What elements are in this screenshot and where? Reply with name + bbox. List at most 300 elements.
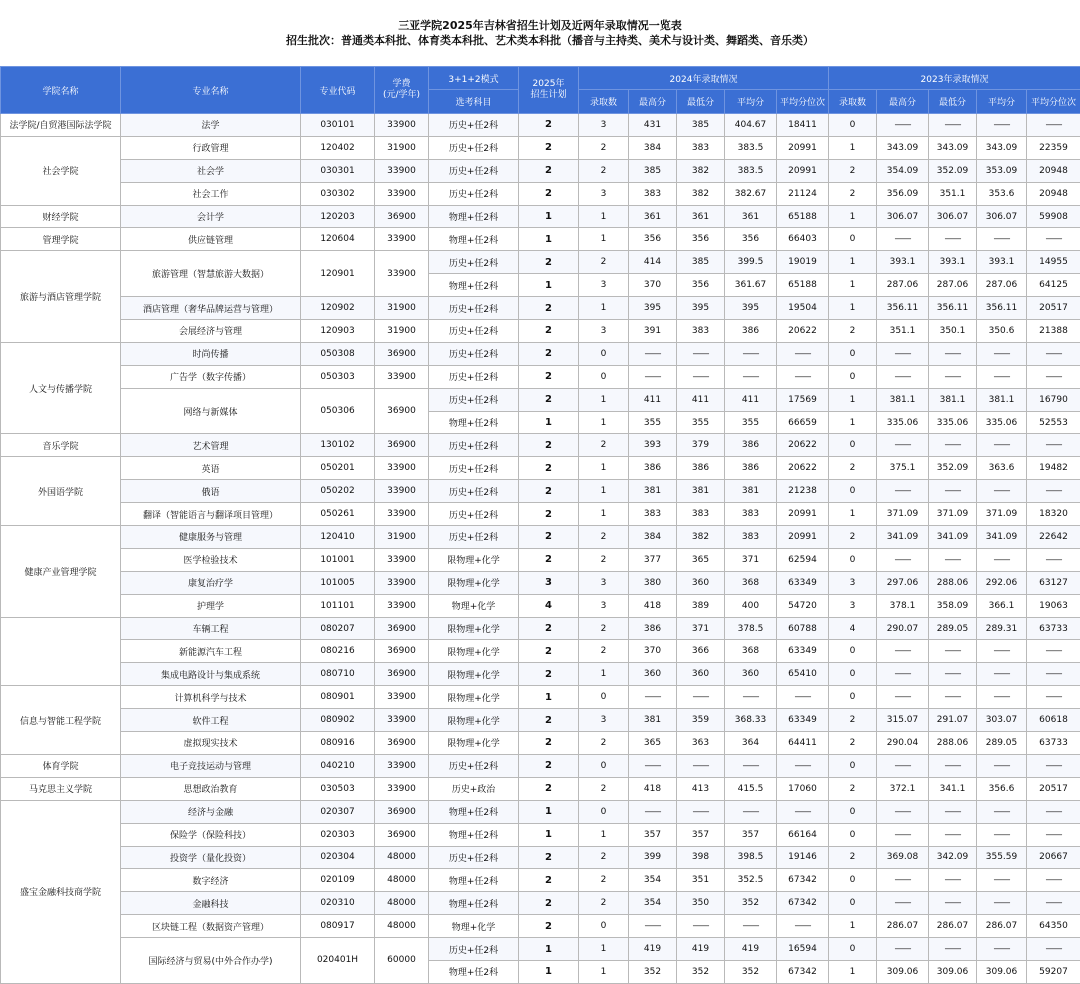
table-row: [1, 938, 1080, 961]
cell-2023-max: ——: [877, 342, 929, 365]
table-row: [1, 617, 1080, 640]
cell-fee: 48000: [375, 869, 429, 892]
cell-2023-count: 0: [829, 342, 877, 365]
cell-2023-avg: 355.59: [977, 846, 1027, 869]
cell-2024-count: 2: [579, 548, 629, 571]
cell-2023-rank: 20948: [1027, 182, 1080, 205]
cell-2024-min: 383: [677, 503, 725, 526]
cell-2023-count: 2: [829, 182, 877, 205]
cell-2023-rank: 64125: [1027, 274, 1080, 297]
cell-2023-count: 2: [829, 457, 877, 480]
cell-2024-max: 377: [629, 548, 677, 571]
cell-2023-max: 287.06: [877, 274, 929, 297]
cell-plan: 2: [519, 342, 579, 365]
cell-code: 050306: [301, 388, 375, 434]
cell-2023-rank: 59207: [1027, 960, 1080, 983]
cell-2024-avg: 361.67: [725, 274, 777, 297]
cell-2023-rank: 19063: [1027, 594, 1080, 617]
cell-2023-min: ——: [929, 800, 977, 823]
cell-fee: 33900: [375, 228, 429, 251]
cell-subjects: 限物理+化学: [429, 640, 519, 663]
cell-2024-avg: 415.5: [725, 777, 777, 800]
cell-plan: 2: [519, 159, 579, 182]
table-row: [1, 823, 1080, 846]
cell-2023-max: ——: [877, 640, 929, 663]
cell-2024-count: 2: [579, 892, 629, 915]
cell-2024-rank: 20991: [777, 526, 829, 549]
cell-2024-max: 380: [629, 571, 677, 594]
cell-2023-min: ——: [929, 938, 977, 961]
cell-2023-avg: 356.6: [977, 777, 1027, 800]
cell-2024-rank: 63349: [777, 640, 829, 663]
cell-2023-max: ——: [877, 823, 929, 846]
cell-code: 040210: [301, 754, 375, 777]
cell-code: 030301: [301, 159, 375, 182]
cell-2024-rank: 54720: [777, 594, 829, 617]
table-row: [1, 205, 1080, 228]
cell-2023-min: 350.1: [929, 320, 977, 343]
cell-2023-avg: 289.05: [977, 732, 1027, 755]
cell-2023-max: ——: [877, 548, 929, 571]
cell-2024-max: 385: [629, 159, 677, 182]
cell-2023-rank: 59908: [1027, 205, 1080, 228]
cell-2024-max: 352: [629, 960, 677, 983]
cell-2024-count: 3: [579, 709, 629, 732]
cell-2023-rank: 22642: [1027, 526, 1080, 549]
cell-2023-rank: 20517: [1027, 297, 1080, 320]
cell-2024-rank: 20991: [777, 503, 829, 526]
cell-2023-count: 0: [829, 754, 877, 777]
cell-2023-count: 3: [829, 594, 877, 617]
cell-2024-rank: 63349: [777, 571, 829, 594]
table-row: [1, 228, 1080, 251]
cell-2024-count: 3: [579, 182, 629, 205]
cell-2024-avg: 378.5: [725, 617, 777, 640]
cell-2024-max: 418: [629, 594, 677, 617]
cell-code: 120402: [301, 136, 375, 159]
cell-2023-avg: ——: [977, 480, 1027, 503]
cell-2024-min: 385: [677, 251, 725, 274]
cell-2023-min: 288.06: [929, 571, 977, 594]
cell-2023-max: ——: [877, 800, 929, 823]
cell-2023-min: ——: [929, 228, 977, 251]
cell-2024-min: 382: [677, 159, 725, 182]
cell-2023-count: 1: [829, 136, 877, 159]
cell-college: 马克思主义学院: [1, 777, 121, 800]
cell-college: 盛宝金融科技商学院: [1, 800, 121, 983]
table-row: [1, 571, 1080, 594]
cell-2023-max: 371.09: [877, 503, 929, 526]
cell-2023-rank: ——: [1027, 480, 1080, 503]
cell-2023-max: 375.1: [877, 457, 929, 480]
cell-subjects: 历史+任2科: [429, 320, 519, 343]
cell-2023-max: 356.09: [877, 182, 929, 205]
cell-2024-avg: 381: [725, 480, 777, 503]
cell-major: 社会工作: [121, 182, 301, 205]
cell-2023-count: 0: [829, 686, 877, 709]
cell-2023-avg: 309.06: [977, 960, 1027, 983]
cell-2024-max: 354: [629, 892, 677, 915]
cell-2024-avg: 368: [725, 640, 777, 663]
cell-2024-rank: 62594: [777, 548, 829, 571]
cell-2023-avg: 286.07: [977, 915, 1027, 938]
cell-2024-count: 1: [579, 663, 629, 686]
cell-code: 120604: [301, 228, 375, 251]
cell-2023-count: 0: [829, 800, 877, 823]
cell-2024-min: 359: [677, 709, 725, 732]
cell-2024-count: 1: [579, 297, 629, 320]
table-row: [1, 548, 1080, 571]
cell-2023-min: 306.07: [929, 205, 977, 228]
cell-major: 车辆工程: [121, 617, 301, 640]
cell-2024-max: 418: [629, 777, 677, 800]
cell-fee: 31900: [375, 526, 429, 549]
cell-2024-rank: 19146: [777, 846, 829, 869]
cell-subjects: 限物理+化学: [429, 732, 519, 755]
header-2024: 2024年录取情况: [579, 67, 829, 90]
cell-2023-min: 351.1: [929, 182, 977, 205]
cell-2023-rank: ——: [1027, 800, 1080, 823]
cell-code: 120203: [301, 205, 375, 228]
cell-subjects: 历史+任2科: [429, 342, 519, 365]
cell-2023-avg: ——: [977, 548, 1027, 571]
cell-code: 080917: [301, 915, 375, 938]
header-2023-avg: 平均分: [977, 90, 1027, 114]
cell-2024-count: 3: [579, 320, 629, 343]
header-2023-count: 录取数: [829, 90, 877, 114]
cell-2023-rank: 64350: [1027, 915, 1080, 938]
cell-2024-rank: ——: [777, 686, 829, 709]
cell-2024-max: 381: [629, 709, 677, 732]
cell-fee: 36900: [375, 617, 429, 640]
cell-major: 广告学（数字传播）: [121, 365, 301, 388]
cell-2023-rank: ——: [1027, 869, 1080, 892]
cell-2023-avg: 353.09: [977, 159, 1027, 182]
cell-2023-count: 2: [829, 709, 877, 732]
cell-2023-min: 286.07: [929, 915, 977, 938]
cell-2023-avg: 353.6: [977, 182, 1027, 205]
cell-2023-min: 342.09: [929, 846, 977, 869]
cell-2024-rank: 67342: [777, 869, 829, 892]
cell-major: 数字经济: [121, 869, 301, 892]
cell-college: 社会学院: [1, 136, 121, 205]
cell-fee: 33900: [375, 365, 429, 388]
cell-2023-count: 0: [829, 869, 877, 892]
table-body: [1, 114, 1080, 984]
cell-2024-avg: 383: [725, 503, 777, 526]
cell-subjects: 物理+任2科: [429, 205, 519, 228]
cell-2023-max: 335.06: [877, 411, 929, 434]
table-row: [1, 800, 1080, 823]
cell-2023-max: 309.06: [877, 960, 929, 983]
cell-major: 计算机科学与技术: [121, 686, 301, 709]
cell-2024-min: ——: [677, 365, 725, 388]
cell-2023-avg: ——: [977, 434, 1027, 457]
cell-2024-count: 1: [579, 228, 629, 251]
cell-2023-rank: ——: [1027, 434, 1080, 457]
cell-major: 护理学: [121, 594, 301, 617]
cell-2023-avg: 289.31: [977, 617, 1027, 640]
table-row: [1, 869, 1080, 892]
cell-2024-rank: 21124: [777, 182, 829, 205]
cell-2024-count: 2: [579, 640, 629, 663]
cell-2024-avg: 382.67: [725, 182, 777, 205]
page-title: 三亚学院2025年吉林省招生计划及近两年录取情况一览表: [398, 18, 682, 33]
cell-2024-avg: 383: [725, 526, 777, 549]
cell-major: 思想政治教育: [121, 777, 301, 800]
cell-subjects: 历史+任2科: [429, 388, 519, 411]
cell-code: 020307: [301, 800, 375, 823]
cell-2023-avg: 393.1: [977, 251, 1027, 274]
cell-plan: 2: [519, 640, 579, 663]
cell-2023-count: 2: [829, 732, 877, 755]
cell-2023-max: ——: [877, 228, 929, 251]
cell-2023-count: 2: [829, 777, 877, 800]
cell-2023-min: ——: [929, 754, 977, 777]
cell-2024-max: 370: [629, 274, 677, 297]
cell-2023-avg: 303.07: [977, 709, 1027, 732]
cell-major: 俄语: [121, 480, 301, 503]
cell-2024-max: 395: [629, 297, 677, 320]
cell-subjects: 历史+任2科: [429, 297, 519, 320]
cell-code: 080901: [301, 686, 375, 709]
cell-2024-min: 382: [677, 526, 725, 549]
cell-2023-min: ——: [929, 686, 977, 709]
cell-2023-min: 289.05: [929, 617, 977, 640]
cell-2023-min: 343.09: [929, 136, 977, 159]
cell-code: 050261: [301, 503, 375, 526]
cell-fee: 33900: [375, 182, 429, 205]
cell-2023-min: 352.09: [929, 457, 977, 480]
cell-2024-max: 399: [629, 846, 677, 869]
cell-2024-max: 384: [629, 526, 677, 549]
cell-fee: 33900: [375, 457, 429, 480]
cell-major: 经济与金融: [121, 800, 301, 823]
cell-code: 080216: [301, 640, 375, 663]
cell-subjects: 限物理+化学: [429, 617, 519, 640]
cell-2023-count: 2: [829, 320, 877, 343]
cell-2023-max: 306.07: [877, 205, 929, 228]
cell-2023-count: 0: [829, 640, 877, 663]
cell-2023-min: 341.09: [929, 526, 977, 549]
table-row: [1, 594, 1080, 617]
cell-code: 120410: [301, 526, 375, 549]
cell-2024-rank: 20622: [777, 457, 829, 480]
cell-2024-max: 391: [629, 320, 677, 343]
table-row: [1, 114, 1080, 137]
cell-2023-min: 287.06: [929, 274, 977, 297]
cell-2024-count: 1: [579, 960, 629, 983]
cell-major: 行政管理: [121, 136, 301, 159]
cell-2023-max: ——: [877, 434, 929, 457]
cell-2024-max: 361: [629, 205, 677, 228]
cell-2024-max: ——: [629, 365, 677, 388]
cell-2024-avg: 411: [725, 388, 777, 411]
cell-major: 翻译（智能语言与翻译项目管理）: [121, 503, 301, 526]
cell-2024-min: 366: [677, 640, 725, 663]
cell-college: [1, 617, 121, 686]
cell-subjects: 历史+任2科: [429, 159, 519, 182]
cell-2024-count: 2: [579, 846, 629, 869]
cell-2023-count: 0: [829, 480, 877, 503]
cell-2023-min: ——: [929, 365, 977, 388]
cell-2024-rank: 19019: [777, 251, 829, 274]
cell-subjects: 限物理+化学: [429, 571, 519, 594]
cell-2024-avg: ——: [725, 754, 777, 777]
cell-2023-rank: 22359: [1027, 136, 1080, 159]
cell-2024-avg: 368: [725, 571, 777, 594]
header-2024-rank: 平均分位次: [777, 90, 829, 114]
cell-subjects: 历史+任2科: [429, 846, 519, 869]
cell-2024-avg: 383.5: [725, 159, 777, 182]
cell-2024-avg: 398.5: [725, 846, 777, 869]
cell-2023-avg: ——: [977, 823, 1027, 846]
cell-2023-rank: 52553: [1027, 411, 1080, 434]
cell-2024-rank: ——: [777, 915, 829, 938]
cell-2023-avg: ——: [977, 640, 1027, 663]
cell-2023-min: 356.11: [929, 297, 977, 320]
cell-2024-max: 386: [629, 617, 677, 640]
cell-2024-rank: 66659: [777, 411, 829, 434]
cell-subjects: 历史+任2科: [429, 136, 519, 159]
cell-2023-min: 352.09: [929, 159, 977, 182]
cell-2024-min: 365: [677, 548, 725, 571]
cell-2024-avg: 400: [725, 594, 777, 617]
cell-2023-avg: 343.09: [977, 136, 1027, 159]
cell-2024-max: 411: [629, 388, 677, 411]
table-row: [1, 159, 1080, 182]
cell-subjects: 物理+任2科: [429, 411, 519, 434]
cell-2023-rank: 60618: [1027, 709, 1080, 732]
cell-plan: 1: [519, 228, 579, 251]
table-row: [1, 388, 1080, 411]
cell-plan: 2: [519, 182, 579, 205]
cell-2023-max: 351.1: [877, 320, 929, 343]
cell-2024-count: 1: [579, 480, 629, 503]
cell-2023-count: 1: [829, 274, 877, 297]
cell-plan: 2: [519, 320, 579, 343]
cell-2024-count: 0: [579, 915, 629, 938]
table-row: [1, 434, 1080, 457]
cell-major: 国际经济与贸易(中外合作办学): [121, 938, 301, 984]
cell-plan: 2: [519, 457, 579, 480]
cell-2024-min: 383: [677, 136, 725, 159]
cell-subjects: 历史+任2科: [429, 434, 519, 457]
cell-plan: 1: [519, 823, 579, 846]
cell-2023-count: 1: [829, 251, 877, 274]
cell-2024-count: 1: [579, 411, 629, 434]
cell-plan: 2: [519, 388, 579, 411]
cell-2024-count: 2: [579, 617, 629, 640]
table-row: [1, 503, 1080, 526]
cell-fee: 33900: [375, 709, 429, 732]
cell-code: 080902: [301, 709, 375, 732]
cell-subjects: 物理+任2科: [429, 960, 519, 983]
cell-plan: 2: [519, 136, 579, 159]
cell-2024-rank: 65188: [777, 205, 829, 228]
cell-2023-count: 1: [829, 205, 877, 228]
cell-code: 050308: [301, 342, 375, 365]
cell-plan: 2: [519, 617, 579, 640]
cell-2024-max: 414: [629, 251, 677, 274]
cell-2023-max: ——: [877, 114, 929, 137]
cell-2024-min: 357: [677, 823, 725, 846]
cell-college: 外国语学院: [1, 457, 121, 526]
header-plan: 2025年 招生计划: [519, 67, 579, 114]
cell-subjects: 物理+任2科: [429, 869, 519, 892]
cell-major: 会展经济与管理: [121, 320, 301, 343]
cell-2023-max: ——: [877, 892, 929, 915]
table-row: [1, 342, 1080, 365]
cell-2024-avg: 404.67: [725, 114, 777, 137]
cell-fee: 36900: [375, 434, 429, 457]
cell-2023-rank: 20948: [1027, 159, 1080, 182]
cell-2024-count: 1: [579, 938, 629, 961]
cell-2024-count: 2: [579, 136, 629, 159]
cell-2023-min: ——: [929, 640, 977, 663]
cell-2024-min: 413: [677, 777, 725, 800]
cell-major: 康复治疗学: [121, 571, 301, 594]
cell-fee: 60000: [375, 938, 429, 984]
cell-2024-count: 2: [579, 251, 629, 274]
cell-2023-rank: 14955: [1027, 251, 1080, 274]
cell-2024-rank: 17569: [777, 388, 829, 411]
cell-2023-min: 358.09: [929, 594, 977, 617]
cell-2023-avg: 363.6: [977, 457, 1027, 480]
cell-subjects: 物理+化学: [429, 594, 519, 617]
cell-2023-count: 0: [829, 434, 877, 457]
cell-college: 音乐学院: [1, 434, 121, 457]
cell-2023-max: 356.11: [877, 297, 929, 320]
cell-2023-avg: 341.09: [977, 526, 1027, 549]
cell-major: 新能源汽车工程: [121, 640, 301, 663]
cell-plan: 1: [519, 960, 579, 983]
cell-2023-rank: ——: [1027, 548, 1080, 571]
cell-2023-count: 1: [829, 960, 877, 983]
cell-code: 030503: [301, 777, 375, 800]
cell-2023-max: 372.1: [877, 777, 929, 800]
table-row: [1, 320, 1080, 343]
cell-2023-min: ——: [929, 480, 977, 503]
cell-2023-avg: 350.6: [977, 320, 1027, 343]
cell-2023-avg: ——: [977, 365, 1027, 388]
cell-2023-rank: 63733: [1027, 617, 1080, 640]
cell-code: 050201: [301, 457, 375, 480]
cell-2024-min: 356: [677, 274, 725, 297]
cell-subjects: 物理+任2科: [429, 892, 519, 915]
cell-2023-count: 1: [829, 915, 877, 938]
header-2023-min: 最低分: [929, 90, 977, 114]
header-2024-count: 录取数: [579, 90, 629, 114]
cell-major: 区块链工程（数据资产管理）: [121, 915, 301, 938]
cell-2023-min: 309.06: [929, 960, 977, 983]
cell-2024-count: 2: [579, 869, 629, 892]
cell-2023-count: 2: [829, 526, 877, 549]
cell-2023-max: ——: [877, 663, 929, 686]
cell-code: 080710: [301, 663, 375, 686]
cell-plan: 2: [519, 709, 579, 732]
cell-subjects: 历史+任2科: [429, 503, 519, 526]
cell-2024-avg: 368.33: [725, 709, 777, 732]
header-college: 学院名称: [1, 67, 121, 114]
cell-2023-avg: ——: [977, 754, 1027, 777]
cell-plan: 2: [519, 869, 579, 892]
cell-fee: 31900: [375, 297, 429, 320]
cell-2023-min: ——: [929, 663, 977, 686]
cell-plan: 4: [519, 594, 579, 617]
cell-2023-count: 0: [829, 548, 877, 571]
cell-2023-min: 381.1: [929, 388, 977, 411]
